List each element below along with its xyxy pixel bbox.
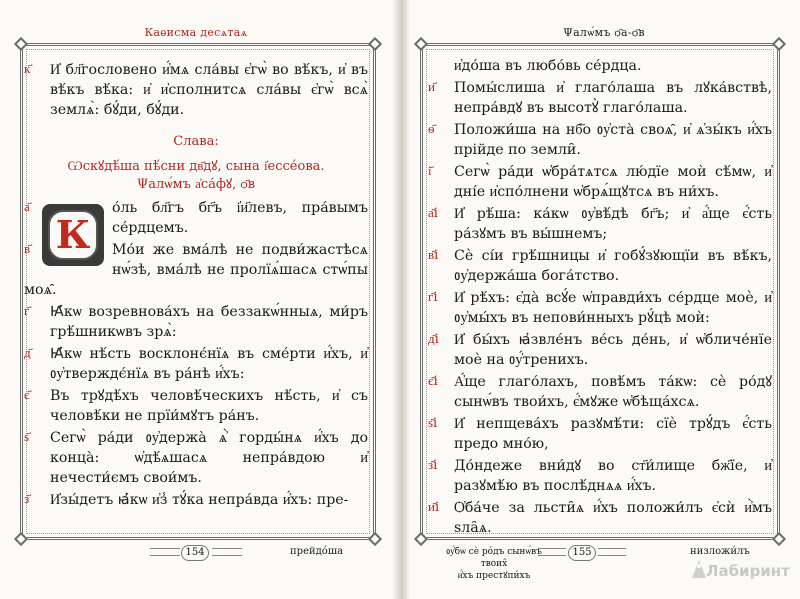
frame-corner-ornament: [414, 532, 428, 546]
footnote-line: и҆́хъ престꙋпи́хъ: [457, 571, 531, 581]
verse: [428, 498, 772, 538]
verse-text: И҆ непщева́хъ разꙋмѣ́ти: сїѐ трꙋ́дъ є҆́сть предо мно́ю,: [454, 416, 772, 452]
left-page: [0, 0, 392, 599]
verse-text: И҆ бы́хъ ꙗ҆звле́нъ ве́сь де́нь, и҆ ѡ҆бличе́нїе моѐ на ᲂу҆́тренихъ.: [454, 332, 772, 368]
verse-number: є҃і: [428, 374, 438, 389]
verse-number: ѕ҃: [24, 430, 30, 445]
catchword: низложи́лъ: [690, 546, 750, 557]
verse-number: д҃і: [428, 332, 439, 347]
page-number: 155: [568, 545, 596, 561]
verse-text: Ꙗ҆́кѡ возревнова́хъ на беззакѡ́нныѧ, ми́ръ грѣ́шникѡвъ зрѧ̀:: [50, 304, 368, 340]
verse: [428, 56, 772, 76]
verse-text: Мо́и же вма́лѣ не подви́жастѣсѧ нѡ́зѣ, вма́лѣ не пролїѧ́шасѧ стѡ́пы моѧ̑.: [24, 242, 368, 298]
right-page: [408, 0, 800, 599]
verse-text: И҆зы́детъ ꙗ҆́кѡ и҆з̾ тꙋ́ка непра́вда и҆́хъ: пре-: [50, 492, 349, 508]
footnote: [434, 546, 554, 582]
verse-number: ѳ҃: [428, 122, 435, 137]
verse-text: Сѐ сі́и грѣ́шницы и҆ гобꙋ́зꙋющїи въ вѣ́къ, ᲂу҆держа́ша бога́тство.: [454, 248, 772, 284]
verse: [428, 288, 772, 328]
verse: [24, 240, 368, 300]
verse: [24, 302, 368, 342]
verse-text: Помы́слиша и҆ глаго́лаша въ лꙋка́вствѣ, непра́вдꙋ въ высотꙋ̀ глаго́лаша.: [454, 80, 772, 116]
verse: [24, 198, 368, 257]
verse: [428, 78, 772, 118]
verse-number: к҃: [24, 62, 31, 77]
frame-corner-ornament: [368, 37, 382, 51]
verse-text: Ѻ҆ба́че за льсти̑ѧ и҆́хъ положи́лъ є҆сѝ и҆̀мъ ѕла̑ѧ.: [454, 500, 772, 536]
psalm-title: Ψалѡ́мъ а҆са́фꙋ, ѻ҃в: [136, 177, 256, 192]
verse: [428, 414, 772, 454]
slava-rubric: Слава:: [173, 134, 219, 149]
verse-text: А҆́ще глаго́лахъ, повѣ́мъ та́кѡ: сѐ ро́дꙋ сынѡ́въ твои́хъ, є҆́мꙋже ѡ҆бѣща́хсѧ.: [454, 374, 772, 410]
verse-text: И҆ рѣ́хъ: є҆да̀ всꙋ́е ѡ҆правди́хъ се́рдце моѐ, и҆ ᲂу҆мы́хъ въ непови́нныхъ рꙋ́цѣ моѝ:: [454, 290, 772, 326]
watermark-text: Лабиринт: [706, 562, 790, 580]
verse: [24, 344, 368, 384]
verse-number: і҃: [428, 164, 432, 179]
frame-corner-ornament: [772, 532, 786, 546]
verse-number: а҃і: [428, 206, 438, 221]
catchword: прейдо́ша: [290, 546, 344, 557]
psalm-superscription: Ѡскꙋдѣ́ша пѣ́сни дв҃дꙋ, сына і҆ессе́ова.: [67, 159, 325, 174]
verse: [428, 204, 772, 244]
verse: [24, 490, 368, 510]
frame-corner-ornament: [14, 37, 28, 51]
verse-text: Ꙗ҆́кѡ нѣ́сть восклонє́нїѧ въ сме́рти и҆́хъ, и҆ ᲂу҆тверждє́нїѧ въ ра́нѣ и҆́хъ:: [50, 346, 368, 382]
verse-text: Сегѡ̀ ра́ди ѡ҆бра́тѧтсѧ лю́дїе моѝ сѣ́мѡ, и҆ дні́е и҆спо́лнени ѡ҆брѧ́щꙋтсѧ въ ни́хъ.: [454, 164, 772, 200]
verse-text: Въ трꙋдѣ́хъ человѣ́ческихъ нѣ́сть, и҆ съ человѣ́ки не прїи́мꙋтъ ра́нъ.: [50, 388, 368, 424]
verse-number: з҃і: [428, 458, 438, 473]
left-page-header: Каѳисма десѧтаѧ: [144, 26, 248, 39]
frame-corner-ornament: [772, 37, 786, 51]
footer-ornament: [598, 548, 626, 556]
verse: [428, 246, 772, 286]
verse: [428, 162, 772, 202]
verse: [24, 60, 368, 120]
verse-text: о́ль бл҃гъ бг҃ъ і҆и҃левъ, пра́вымъ се́рдцемъ.: [112, 200, 368, 236]
verse-number: є҃: [24, 388, 30, 403]
verse-number: г҃і: [428, 290, 438, 305]
verse-text: И҆ бл҃гословено и҆́мѧ сла́вы є҆гѡ̀ во вѣ́къ, и҆ въ вѣ́къ вѣ́ка: и҆ и҆сполнитсѧ сла́вы є҆гѡ̀ всѧ̀ землѧ̀: бꙋ́ди, бꙋ́ди.: [50, 62, 368, 118]
verse: [24, 386, 368, 426]
footer-ornament: [538, 548, 566, 556]
verse-text: Сегѡ̀ ра́ди ᲂу҆держа̀ ѧ҆̀ горды́нѧ и҆́хъ до конца̀: ѡ҆дѣ́ѧшасѧ непра́вдою и҆ нечести́ємъ свои́мъ.: [50, 430, 368, 486]
right-page-header: Ψалѡ́мъ ѻ҃а-ѻ҃в: [563, 26, 645, 39]
verse-number: в҃: [24, 242, 31, 257]
verse: [428, 120, 772, 160]
footer-ornament: [212, 548, 242, 556]
frame-corner-ornament: [14, 532, 28, 546]
right-page-text: [428, 56, 772, 540]
page-number: 154: [181, 545, 209, 561]
verse: [428, 372, 772, 412]
footer-ornament: [150, 548, 180, 556]
verse: [428, 456, 772, 496]
frame-corner-ornament: [368, 532, 382, 546]
dropcap-letter: К: [55, 212, 91, 257]
verse-number: в҃і: [428, 248, 439, 263]
verse-text: Положи́ша на нб҃о ᲂу҆ста̀ своѧ̑, и҆ ѧ҆зы́къ и҆́хъ прійде по земли̑.: [454, 122, 772, 158]
verse-number: з҃: [24, 492, 30, 507]
verse-number: а҃: [24, 200, 30, 215]
watermark-logo: [690, 556, 794, 586]
verse-text: До́ндеже вни́дꙋ во ст҃и́лище бж҃їе, и҆ разꙋмѣ́ю въ послѣ́днѧѧ и҆́хъ.: [454, 458, 772, 494]
verse: [428, 330, 772, 370]
verse-number: д҃: [24, 346, 31, 361]
verse-number: и҃: [428, 80, 435, 95]
frame-corner-ornament: [414, 37, 428, 51]
verse-number: и҃і: [428, 500, 440, 515]
footnote-line: ᲂу҆́бѡ сѐ ро́дъ сынѡ́въ твоих̑: [446, 547, 542, 569]
verse-text: и҆до́ша въ любо́вь се́рдца.: [454, 58, 642, 74]
verse: [24, 428, 368, 488]
verse-text: И҆ рѣ́ша: ка́кѡ ᲂу҆вѣ́дѣ бг҃ъ; и҆ а҆́ще є҆́сть ра́зꙋмъ въ вы́шнемъ;: [454, 206, 772, 242]
verse-number: ѕ҃і: [428, 416, 438, 431]
left-page-text: [24, 60, 368, 512]
verse-number: г҃: [24, 304, 30, 319]
